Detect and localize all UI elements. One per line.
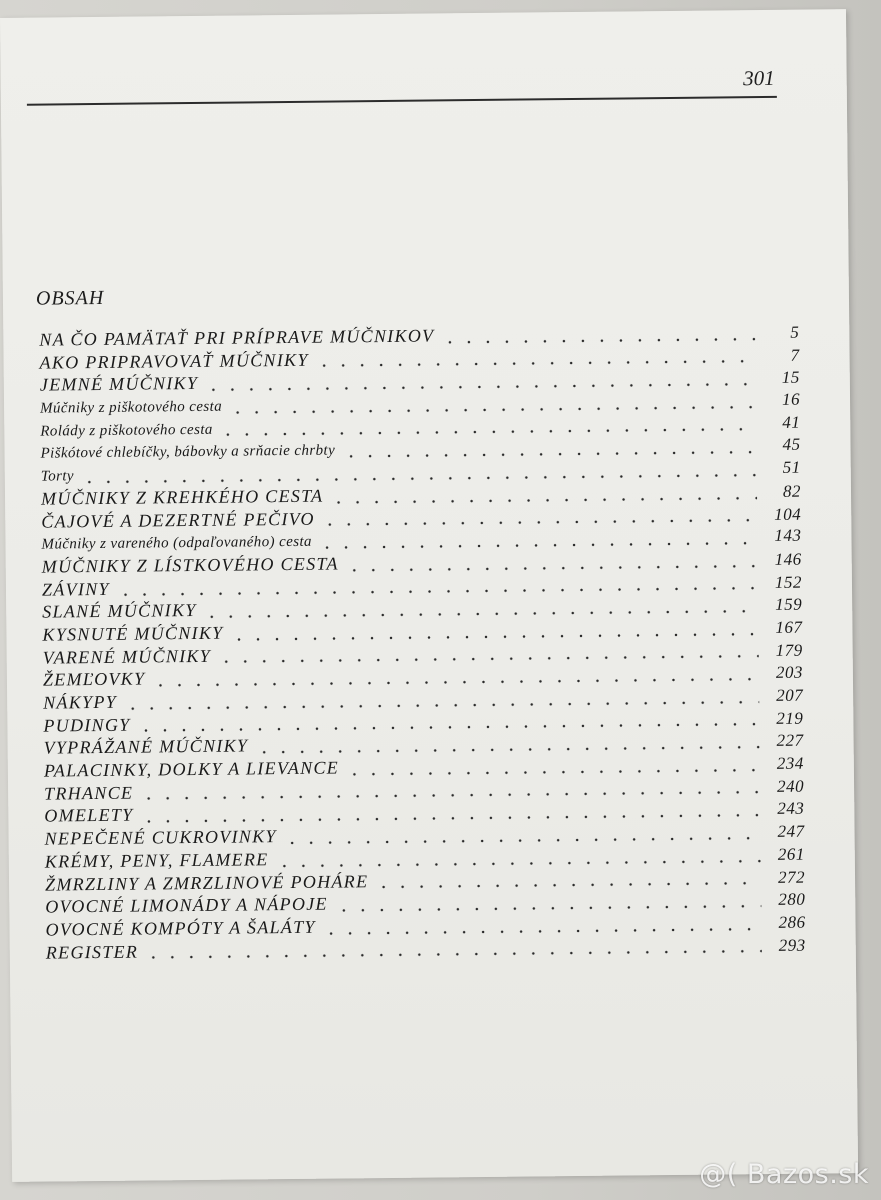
toc-entry-page: 146 (774, 549, 802, 569)
toc-entry-page: 261 (777, 844, 805, 864)
toc-entry-page: 280 (778, 889, 806, 910)
toc-entry-page: 227 (776, 730, 804, 751)
toc-entry-page: 16 (781, 389, 801, 409)
toc-entry-label: OMELETY (44, 805, 134, 827)
toc-entry-label: ŽMRZLINY A ZMRZLINOVÉ POHÁRE (44, 870, 369, 895)
toc-entry-page: 247 (777, 821, 805, 842)
toc-entry-page: 15 (781, 368, 800, 388)
toc-entry-page: 207 (776, 685, 804, 705)
toc-entry-page: 45 (782, 435, 801, 455)
toc-entry-label: Torty (40, 468, 75, 485)
toc-entry-page: 7 (790, 345, 800, 365)
toc-entry-label: AKO PRIPRAVOVAŤ MÚČNIKY (39, 349, 309, 373)
watermark-logo: @( Bazos.sk (699, 1159, 869, 1190)
toc-entry-page: 152 (774, 572, 803, 592)
toc-entry-label: PUDINGY (43, 714, 131, 736)
toc-entry-page: 234 (776, 753, 804, 773)
toc-entry-label: Piškótové chlebíčky, bábovky a srňacie chrbty (40, 442, 336, 463)
toc-entry-label: PALACINKY, DOLKY A LIEVANCE (43, 757, 340, 781)
toc-dot-leader (144, 948, 762, 960)
toc-entry-label: Múčniky z vareného (odpaľovaného) cesta (41, 533, 313, 553)
toc-entry-label: ŽEMĽOVKY (42, 668, 146, 690)
toc-entry-page: 219 (776, 708, 804, 728)
toc-title: OBSAH (35, 286, 105, 310)
toc-entry-label: KRÉMY, PENY, FLAMERE (44, 849, 269, 872)
toc-entry-label: OVOCNÉ KOMPÓTY A ŠALÁTY (45, 916, 316, 940)
toc-entry-label: Rolády z piškotového cesta (40, 421, 213, 440)
book-page (0, 9, 858, 1182)
toc-entry-page: 159 (775, 594, 803, 615)
toc-entry-label: JEMNÉ MÚČNIKY (39, 373, 199, 395)
toc-entry-label: MÚČNIKY Z LÍSTKOVÉHO CESTA (41, 553, 339, 577)
toc-entry-label: KYSNUTÉ MÚČNIKY (42, 622, 224, 645)
toc-entry-page: 179 (775, 640, 803, 660)
toc-entry-page: 167 (775, 617, 803, 637)
toc-entry-label: NA ČO PAMÄTAŤ PRI PRÍPRAVE MÚČNIKOV (39, 325, 435, 350)
toc-entry-page: 240 (776, 776, 805, 796)
toc-entry-page: 82 (782, 481, 802, 501)
toc-entry-page: 51 (782, 457, 801, 477)
header-rule (27, 96, 777, 106)
toc-entry-label: TRHANCE (44, 782, 134, 804)
toc-entry-page: 143 (774, 525, 802, 546)
toc-list (39, 322, 806, 965)
toc-entry-label: NÁKYPY (43, 691, 118, 713)
toc-entry-page: 243 (777, 799, 805, 819)
toc-entry-page: 5 (790, 322, 800, 342)
toc-entry-label: VARENÉ MÚČNIKY (42, 645, 212, 668)
page-number: 301 (743, 65, 775, 91)
toc-dot-leader (374, 880, 761, 890)
toc-entry-page: 272 (777, 867, 806, 887)
toc-entry-label: ZÁVINY (41, 578, 110, 600)
toc-entry-page: 286 (778, 912, 806, 932)
toc-entry-page: 203 (775, 662, 803, 683)
toc-dot-leader (440, 336, 755, 345)
toc-entry-label: ČAJOVÉ A DEZERTNÉ PEČIVO (41, 508, 315, 532)
toc-entry-label: NEPEČENÉ CUKROVINKY (44, 826, 277, 849)
toc-entry-page: 41 (782, 412, 801, 432)
toc-entry-label: Múčniky z piškotového cesta (40, 398, 223, 417)
toc-entry-label: REGISTER (45, 941, 139, 963)
toc-entry-label: SLANÉ MÚČNIKY (42, 600, 197, 622)
toc-entry-page: 293 (778, 935, 806, 955)
toc-entry-label: OVOCNÉ LIMONÁDY A NÁPOJE (45, 893, 328, 917)
toc-entry-label: VYPRÁŽANÉ MÚČNIKY (43, 735, 249, 758)
toc-entry-label: MÚČNIKY Z KREHKÉHO CESTA (40, 485, 324, 509)
toc-entry-page: 104 (774, 504, 802, 524)
